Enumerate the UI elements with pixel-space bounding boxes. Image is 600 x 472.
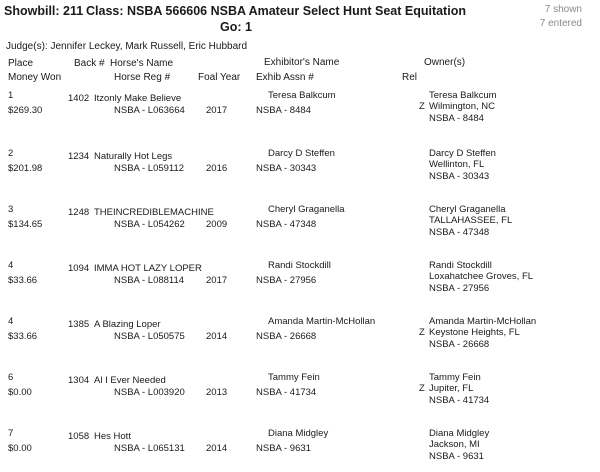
horse-reg: NSBA - L003920 — [114, 387, 185, 398]
exhibitor-assn: NSBA - 26668 — [256, 331, 317, 342]
exhibitor-name: Amanda Martin-McHollan — [268, 316, 376, 327]
horse-reg: NSBA - L063664 — [114, 105, 185, 116]
table-row — [0, 372, 600, 422]
place-value: 4 — [8, 316, 14, 327]
entered-count: 7 entered — [539, 18, 582, 29]
money-value: $134.65 — [8, 219, 43, 230]
col-horse-reg: Horse Reg # — [114, 72, 171, 83]
owner-city: TALLAHASSEE, FL — [429, 215, 513, 226]
col-foal-year: Foal Year — [198, 72, 241, 83]
owner-assn: NSBA - 9631 — [429, 451, 484, 462]
back-number: 1234 — [68, 151, 90, 162]
owner-name: Teresa Balkcum — [429, 90, 497, 101]
go-label: Go: 1 — [220, 20, 252, 34]
owner-city: Keystone Heights, FL — [429, 327, 520, 338]
table-row — [0, 316, 600, 366]
horse-reg: NSBA - L059112 — [114, 163, 185, 174]
back-number: 1058 — [68, 431, 90, 442]
horse-name: IMMA HOT LAZY LOPER — [94, 263, 202, 274]
owner-assn: NSBA - 47348 — [429, 227, 490, 238]
table-row — [0, 428, 600, 472]
owner-city: Loxahatchee Groves, FL — [429, 271, 534, 282]
horse-name: Al I Ever Needed — [94, 375, 166, 386]
owner-assn: NSBA - 41734 — [429, 395, 490, 406]
owner-city: Jupiter, FL — [429, 383, 474, 394]
back-number: 1248 — [68, 207, 90, 218]
foal-year: 2014 — [206, 443, 228, 454]
class-title: Class: NSBA 566606 NSBA Amateur Select Hunt Seat Equitation — [86, 4, 466, 18]
exhibitor-name: Cheryl Graganella — [268, 204, 345, 215]
money-value: $0.00 — [8, 387, 32, 398]
owner-assn: NSBA - 27956 — [429, 283, 490, 294]
money-value: $269.30 — [8, 105, 43, 116]
foal-year: 2017 — [206, 105, 228, 116]
col-place: Place — [8, 58, 34, 69]
owner-name: Randi Stockdill — [429, 260, 492, 271]
exhibitor-assn: NSBA - 41734 — [256, 387, 317, 398]
owner-assn: NSBA - 30343 — [429, 171, 490, 182]
owner-name: Diana Midgley — [429, 428, 490, 439]
place-value: 2 — [8, 148, 14, 159]
owner-name: Cheryl Graganella — [429, 204, 506, 215]
place-value: 6 — [8, 372, 14, 383]
foal-year: 2014 — [206, 331, 228, 342]
foal-year: 2013 — [206, 387, 228, 398]
owner-city: Wilmington, NC — [429, 101, 495, 112]
horse-reg: NSBA - L088114 — [114, 275, 185, 286]
table-row — [0, 148, 600, 198]
exhibitor-name: Diana Midgley — [268, 428, 329, 439]
horse-reg: NSBA - L050575 — [114, 331, 185, 342]
table-row — [0, 204, 600, 254]
exhibitor-name: Teresa Balkcum — [268, 90, 336, 101]
owner-assn: NSBA - 8484 — [429, 113, 484, 124]
exhibitor-assn: NSBA - 47348 — [256, 219, 317, 230]
money-value: $33.66 — [8, 275, 38, 286]
horse-name: A Blazing Loper — [94, 319, 161, 330]
table-row — [0, 260, 600, 310]
exhibitor-assn: NSBA - 30343 — [256, 163, 317, 174]
horse-reg: NSBA - L054262 — [114, 219, 185, 230]
back-number: 1094 — [68, 263, 90, 274]
horse-reg: NSBA - L065131 — [114, 443, 185, 454]
back-number: 1304 — [68, 375, 90, 386]
foal-year: 2017 — [206, 275, 228, 286]
owner-name: Amanda Martin-McHollan — [429, 316, 537, 327]
table-row — [0, 90, 600, 140]
place-value: 3 — [8, 204, 14, 215]
exhibitor-assn: NSBA - 9631 — [256, 443, 311, 454]
owner-name: Tammy Fein — [429, 372, 481, 383]
exhibitor-name: Darcy D Steffen — [268, 148, 335, 159]
exhibitor-assn: NSBA - 8484 — [256, 105, 311, 116]
money-value: $33.66 — [8, 331, 38, 342]
col-rel: Rel — [402, 72, 418, 83]
horse-name: THEINCREDIBLEMACHINE — [94, 207, 214, 218]
horse-name: Hes Hott — [94, 431, 131, 442]
back-number: 1385 — [68, 319, 90, 330]
col-horse-name: Horse's Name — [110, 58, 174, 69]
place-value: 4 — [8, 260, 14, 271]
exhibitor-name: Randi Stockdill — [268, 260, 331, 271]
exhibitor-assn: NSBA - 27956 — [256, 275, 317, 286]
judges-line: Judge(s): Jennifer Leckey, Mark Russell, Eric Hubbard — [6, 41, 248, 52]
exhibitor-name: Tammy Fein — [268, 372, 320, 383]
owner-assn: NSBA - 26668 — [429, 339, 490, 350]
col-exhib-assn: Exhib Assn # — [256, 72, 314, 83]
horse-name: Naturally Hot Legs — [94, 151, 173, 162]
horse-name: Itzonly Make Believe — [94, 93, 182, 104]
place-value: 1 — [8, 90, 14, 101]
money-value: $201.98 — [8, 163, 43, 174]
owner-city: Jackson, MI — [429, 439, 480, 450]
back-number: 1402 — [68, 93, 90, 104]
place-value: 7 — [8, 428, 14, 439]
col-money-won: Money Won — [8, 72, 62, 83]
foal-year: 2009 — [206, 219, 228, 230]
showbill-label: Showbill: 211 — [4, 4, 84, 18]
shown-count: 7 shown — [544, 4, 582, 15]
rel-marker: Z — [419, 101, 425, 112]
col-owners: Owner(s) — [424, 57, 466, 68]
rel-marker: Z — [419, 383, 425, 394]
money-value: $0.00 — [8, 443, 32, 454]
col-exhibitor-name: Exhibitor's Name — [264, 57, 340, 68]
owner-name: Darcy D Steffen — [429, 148, 496, 159]
col-back: Back # — [74, 58, 105, 69]
rel-marker: Z — [419, 327, 425, 338]
foal-year: 2016 — [206, 163, 228, 174]
owner-city: Wellinton, FL — [429, 159, 485, 170]
